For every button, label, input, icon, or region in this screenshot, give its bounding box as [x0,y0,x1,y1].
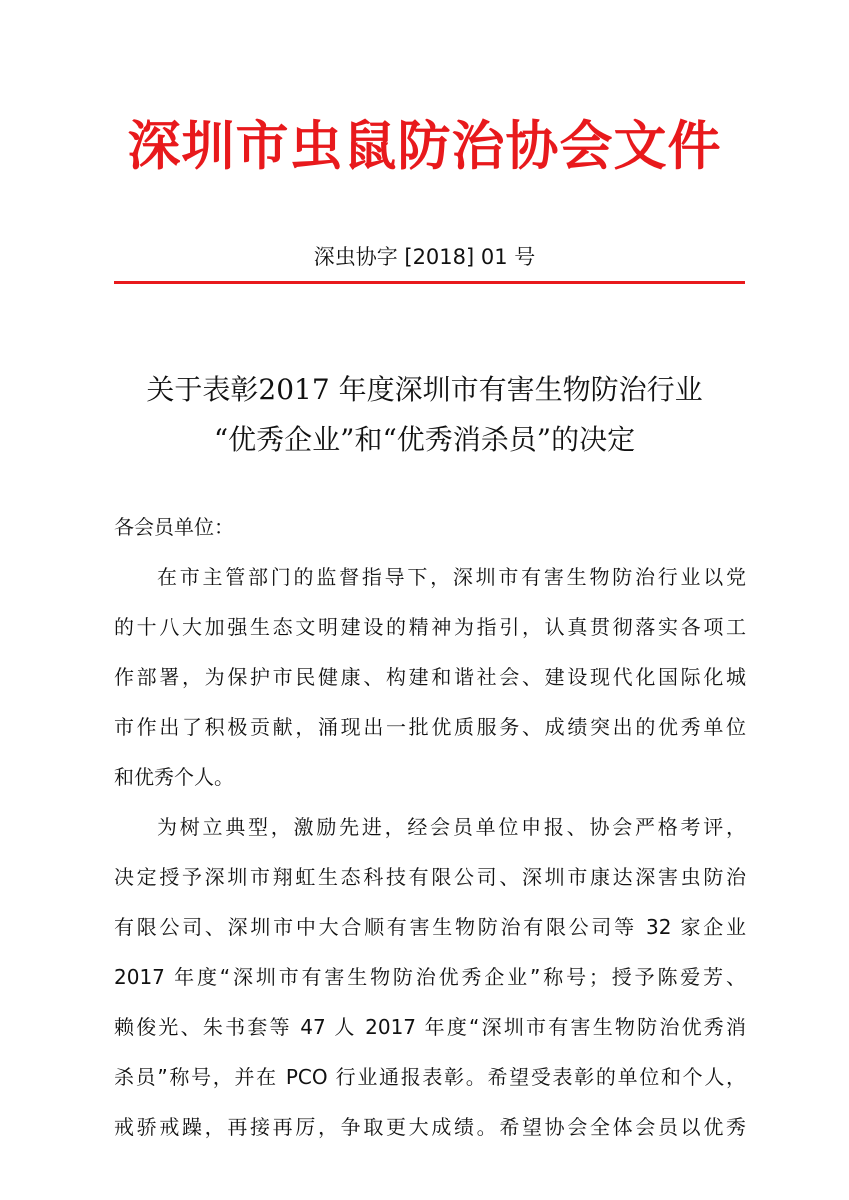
paragraph-1-line: 和优秀个人。 [114,765,234,789]
paragraph-2-line: 有限公司、深圳市中大合顺有害生物防治有限公司等 32 家企业 [114,915,746,939]
heading-line-2: “优秀企业”和“优秀消杀员”的决定 [213,423,636,456]
paragraph-2-line: 为树立典型，激励先进，经会员单位申报、协会严格考评， [157,815,746,839]
paragraph-1-line: 的十八大加强生态文明建设的精神为指引，认真贯彻落实各项工 [114,615,746,639]
paragraph-2-line: 杀员”称号，并在 PCO 行业通报表彰。希望受表彰的单位和个人， [114,1065,746,1089]
paragraph-2-line: 2017 年度“深圳市有害生物防治优秀企业”称号；授予陈爱芳、 [114,965,746,989]
salutation: 各会员单位： [114,515,234,539]
doc-number: 深虫协字 [2018] 01 号 [313,245,536,269]
org-title: 深圳市虫鼠防治协会文件 [127,115,722,177]
paragraph-2-line: 赖俊光、朱书套等 47 人 2017 年度“深圳市有害生物防治优秀消 [114,1015,746,1039]
paragraph-2-line: 戒骄戒躁，再接再厉，争取更大成绩。希望协会全体会员以优秀 [114,1115,746,1139]
red-divider-rule [114,281,745,284]
paragraph-1-line: 市作出了积极贡献，涌现出一批优质服务、成绩突出的优秀单位 [114,715,746,739]
paragraph-1-line: 作部署，为保护市民健康、构建和谐社会、建设现代化国际化城 [114,665,746,689]
paragraph-2-line: 决定授予深圳市翔虹生态科技有限公司、深圳市康达深害虫防治 [114,865,746,889]
heading-line-1: 关于表彰2017 年度深圳市有害生物防治行业 [146,373,703,406]
paragraph-1-line: 在市主管部门的监督指导下，深圳市有害生物防治行业以党 [157,565,746,589]
